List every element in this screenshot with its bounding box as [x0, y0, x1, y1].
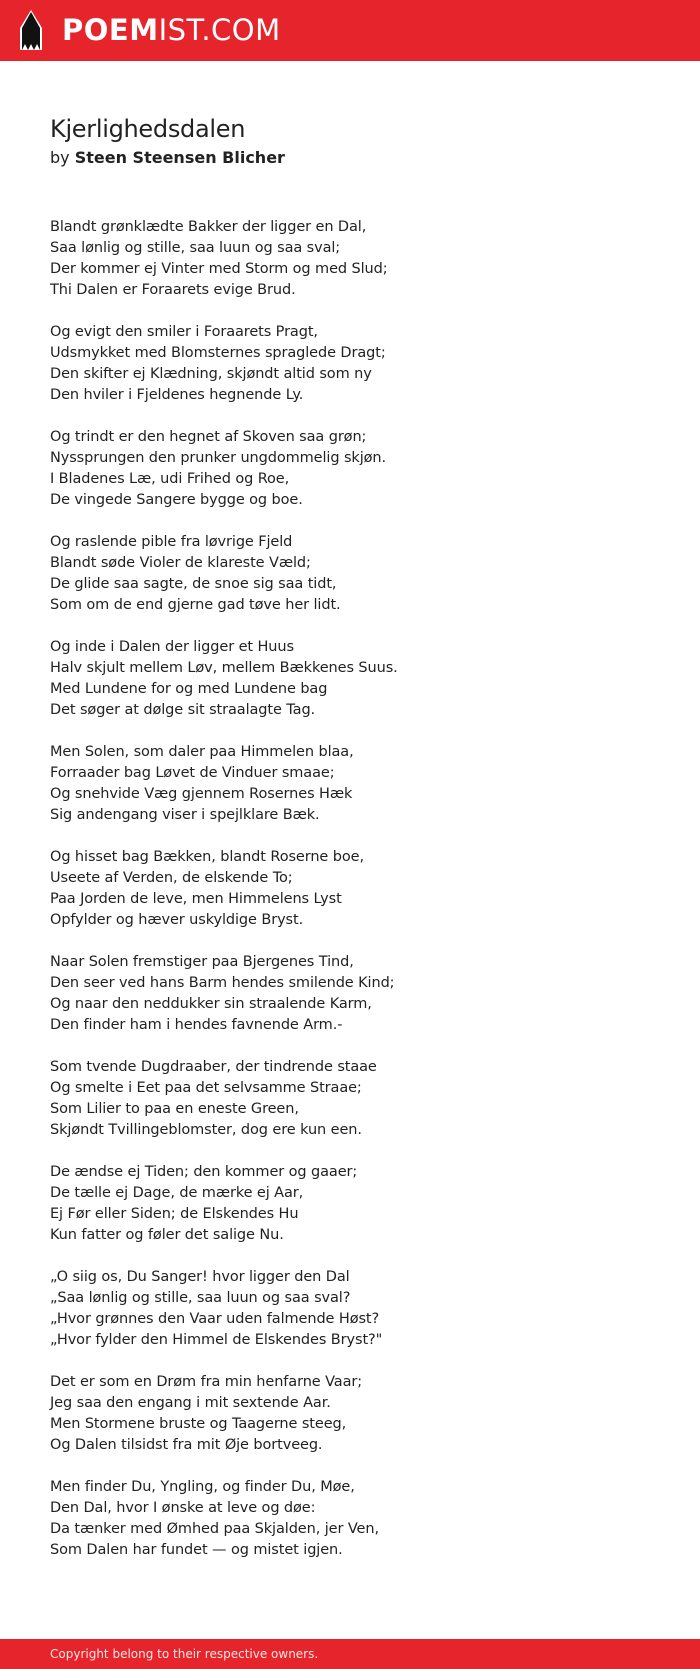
poem-line: „Hvor fylder den Himmel de Elskendes Bryst?" [50, 1332, 383, 1348]
logo-brand-bold: POEM [62, 13, 159, 47]
poem-line: I Bladenes Læ, udi Frihed og Roe, [50, 471, 290, 487]
poem-line: Paa Jorden de leve, men Himmelens Lyst [50, 891, 342, 907]
site-header [0, 0, 700, 61]
stanza [50, 1372, 670, 1456]
poem-line: Men Solen, som daler paa Himmelen blaa, [50, 744, 354, 760]
poem-line: Men finder Du, Yngling, og finder Du, Møe, [50, 1479, 355, 1495]
poem-line: Det søger at dølge sit straalagte Tag. [50, 702, 316, 718]
poem-line: Og raslende pible fra løvrige Fjeld [50, 534, 293, 550]
stanza [50, 1162, 670, 1246]
poem-line: Opfylder og hæver uskyldige Bryst. [50, 912, 304, 928]
poem-line: Den hviler i Fjeldenes hegnende Ly. [50, 387, 304, 403]
site-footer [0, 1639, 700, 1669]
poem-body [50, 217, 670, 1582]
poem-byline [50, 147, 285, 169]
stanza [50, 532, 670, 616]
poem-line: Udsmykket med Blomsternes spraglede Dragt; [50, 345, 386, 361]
stanza [50, 1057, 670, 1141]
poem-line: Kun fatter og føler det salige Nu. [50, 1227, 284, 1243]
poem-line: „Hvor grønnes den Vaar uden falmende Høst? [50, 1311, 380, 1327]
poem-line: Men Stormene bruste og Taagerne steeg, [50, 1416, 347, 1432]
author-name[interactable]: Steen Steensen Blicher [74, 148, 285, 167]
stanza [50, 322, 670, 406]
poem-line: Den skifter ej Klædning, skjøndt altid som ny [50, 366, 372, 382]
poem-line: De ændse ej Tiden; den kommer og gaaer; [50, 1164, 358, 1180]
poem-line: Da tænker med Ømhed paa Skjalden, jer Ven, [50, 1521, 379, 1537]
poem-line: Blandt grønklædte Bakker der ligger en Dal, [50, 219, 367, 235]
poem-line: Forraader bag Løvet de Vinduer smaae; [50, 765, 335, 781]
stanza [50, 217, 670, 301]
poem-line: Og inde i Dalen der ligger et Huus [50, 639, 294, 655]
logo-brand-light: IST.COM [158, 13, 281, 47]
poem-line: De tælle ej Dage, de mærke ej Aar, [50, 1185, 304, 1201]
poem-line: Jeg saa den engang i mit sextende Aar. [50, 1395, 331, 1411]
poem-line: Nyssprungen den prunker ungdommelig skjøn. [50, 450, 386, 466]
stanza [50, 847, 670, 931]
poem-line: Som Lilier to paa en eneste Green, [50, 1101, 299, 1117]
poem-line: Og trindt er den hegnet af Skoven saa grøn; [50, 429, 367, 445]
poem-line: Ej Før eller Siden; de Elskendes Hu [50, 1206, 299, 1222]
poem-line: Og hisset bag Bækken, blandt Roserne boe, [50, 849, 364, 865]
stanza [50, 742, 670, 826]
poem-line: Thi Dalen er Foraarets evige Brud. [50, 282, 296, 298]
poem-line: „O siig os, Du Sanger! hvor ligger den Dal [50, 1269, 350, 1285]
poem-line: Og smelte i Eet paa det selvsamme Straae; [50, 1080, 362, 1096]
poem-line: Som Dalen har fundet — og mistet igjen. [50, 1542, 343, 1558]
by-label: by [50, 148, 70, 167]
poem-line: Den finder ham i hendes favnende Arm.- [50, 1017, 343, 1033]
poem-line: Blandt søde Violer de klareste Væld; [50, 555, 311, 571]
poem-line: Som tvende Dugdraaber, der tindrende staae [50, 1059, 377, 1075]
stanza [50, 427, 670, 511]
poem-line: Og Dalen tilsidst fra mit Øje bortveeg. [50, 1437, 323, 1453]
poem-line: Og naar den neddukker sin straalende Karm, [50, 996, 372, 1012]
pencil-icon[interactable] [18, 10, 44, 52]
site-logo[interactable] [62, 13, 281, 47]
poem-line: Der kommer ej Vinter med Storm og med Slud; [50, 261, 388, 277]
stanza [50, 952, 670, 1036]
poem-title: Kjerlighedsdalen [50, 115, 246, 143]
stanza [50, 1267, 670, 1351]
poem-line: „Saa lønlig og stille, saa luun og saa sval? [50, 1290, 351, 1306]
stanza [50, 637, 670, 721]
poem-line: Halv skjult mellem Løv, mellem Bækkenes Suus. [50, 660, 398, 676]
poem-line: Det er som en Drøm fra min henfarne Vaar; [50, 1374, 363, 1390]
copyright-text: Copyright belong to their respective owners. [50, 1647, 319, 1661]
poem-line: Naar Solen fremstiger paa Bjergenes Tind, [50, 954, 354, 970]
poem-line: Den Dal, hvor I ønske at leve og døe: [50, 1500, 316, 1516]
stanza [50, 1477, 670, 1561]
poem-line: Og evigt den smiler i Foraarets Pragt, [50, 324, 318, 340]
poem-line: Med Lundene for og med Lundene bag [50, 681, 328, 697]
poem-line: De vingede Sangere bygge og boe. [50, 492, 303, 508]
poem-line: Sig andengang viser i spejlklare Bæk. [50, 807, 320, 823]
poem-line: Useete af Verden, de elskende To; [50, 870, 293, 886]
poem-line: Saa lønlig og stille, saa luun og saa sval; [50, 240, 341, 256]
poem-line: Den seer ved hans Barm hendes smilende Kind; [50, 975, 395, 991]
poem-line: Skjøndt Tvillingeblomster, dog ere kun een. [50, 1122, 362, 1138]
poem-line: Som om de end gjerne gad tøve her lidt. [50, 597, 341, 613]
poem-line: Og snehvide Væg gjennem Rosernes Hæk [50, 786, 353, 802]
poem-line: De glide saa sagte, de snoe sig saa tidt, [50, 576, 337, 592]
